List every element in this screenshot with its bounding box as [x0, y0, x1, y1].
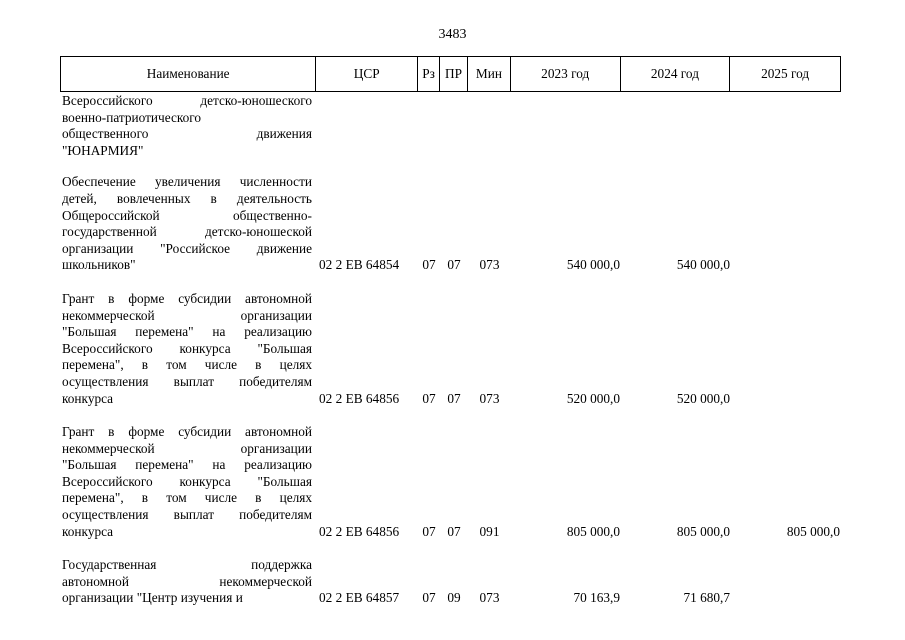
- row-csr: 02 2 ЕВ 64857: [319, 590, 400, 606]
- row-name-line: "ЮНАРМИЯ": [62, 142, 144, 158]
- row-csr: 02 2 ЕВ 64856: [319, 390, 400, 406]
- row-name-line: конкурса: [62, 390, 114, 406]
- table-header: [60, 56, 841, 92]
- row-name-line: "Большая перемена" на реализацию: [62, 324, 312, 340]
- header-min: Мин: [468, 57, 511, 91]
- row-name-line: перемена", в том числе в целях: [62, 357, 312, 373]
- row-name-line: Государственная поддержка: [62, 557, 312, 573]
- row-name-line: некоммерческой организации: [62, 440, 312, 456]
- header-2024: 2024 год: [621, 57, 731, 91]
- row-name-line: школьников": [62, 257, 136, 273]
- page-number: 3483: [438, 27, 467, 42]
- row-2024: 805 000,0: [676, 523, 730, 539]
- row-name-line: автономной некоммерческой: [62, 573, 312, 589]
- table-row: [60, 291, 841, 407]
- row-2023: 805 000,0: [566, 523, 620, 539]
- header-csr: ЦСР: [316, 57, 418, 91]
- row-name-line: осуществления выплат победителям: [62, 507, 312, 523]
- row-rz: 07: [422, 590, 436, 606]
- row-name-line: некоммерческой организации: [62, 307, 312, 323]
- row-pr: 09: [447, 590, 461, 606]
- row-2024: 540 000,0: [676, 257, 730, 273]
- row-min: 073: [479, 590, 500, 606]
- row-name-line: Всероссийского конкурса "Большая: [62, 473, 312, 489]
- row-min: 073: [479, 390, 500, 406]
- header-pr: ПР: [440, 57, 468, 91]
- row-name-line: Обеспечение увеличения численности: [62, 174, 312, 190]
- row-name-line: организации "Российское движение: [62, 240, 312, 256]
- row-name-line: детей, вовлеченных в деятельность: [62, 190, 312, 206]
- row-name: [60, 291, 316, 407]
- table-row: [60, 557, 841, 607]
- row-name: [60, 557, 316, 607]
- row-min: 091: [479, 523, 500, 539]
- row-name-line: "Большая перемена" на реализацию: [62, 457, 312, 473]
- row-name-line: государственной детско-юношеской: [62, 224, 312, 240]
- row-name-line: военно-патриотического: [62, 109, 202, 125]
- header-2023: 2023 год: [511, 57, 621, 91]
- row-pr: 07: [447, 257, 461, 273]
- row-name-line: Всероссийского конкурса "Большая: [62, 340, 312, 356]
- row-2023: 540 000,0: [566, 257, 620, 273]
- table-row: [60, 174, 841, 274]
- row-min: 073: [479, 257, 500, 273]
- row-2024: 520 000,0: [676, 390, 730, 406]
- row-name-line: Грант в форме субсидии автономной: [62, 290, 312, 306]
- header-rz: Рз: [418, 57, 440, 91]
- row-pr: 07: [447, 390, 461, 406]
- row-csr: 02 2 ЕВ 64854: [319, 257, 400, 273]
- row-csr: 02 2 ЕВ 64856: [319, 523, 400, 539]
- row-name-line: организации "Центр изучения и: [62, 590, 243, 606]
- row-name-line: перемена", в том числе в целях: [62, 490, 312, 506]
- row-rz: 07: [422, 523, 436, 539]
- row-name-line: осуществления выплат победителям: [62, 373, 312, 389]
- header-2025: 2025 год: [761, 66, 810, 81]
- row-name-line: общественного движения: [62, 126, 312, 142]
- row-2023: 520 000,0: [566, 390, 620, 406]
- row-name: [60, 174, 316, 274]
- row-rz: 07: [422, 390, 436, 406]
- row-name-line: Всероссийского детско-юношеского: [62, 93, 312, 108]
- row-rz: 07: [422, 257, 436, 273]
- row-name: [60, 424, 316, 540]
- row-2024: 71 680,7: [683, 590, 730, 606]
- header-name: Наименование: [61, 57, 316, 91]
- row-pr: 07: [447, 523, 461, 539]
- table-body: [60, 93, 841, 624]
- row-name-line: Грант в форме субсидии автономной: [62, 424, 312, 440]
- row-name: [60, 93, 316, 159]
- table-row: [60, 93, 841, 159]
- row-2025: 805 000,0: [786, 523, 840, 539]
- row-2023: 70 163,9: [573, 590, 620, 606]
- row-name-line: Общероссийской общественно-: [62, 207, 312, 223]
- table-row: [60, 424, 841, 540]
- row-name-line: конкурса: [62, 523, 114, 539]
